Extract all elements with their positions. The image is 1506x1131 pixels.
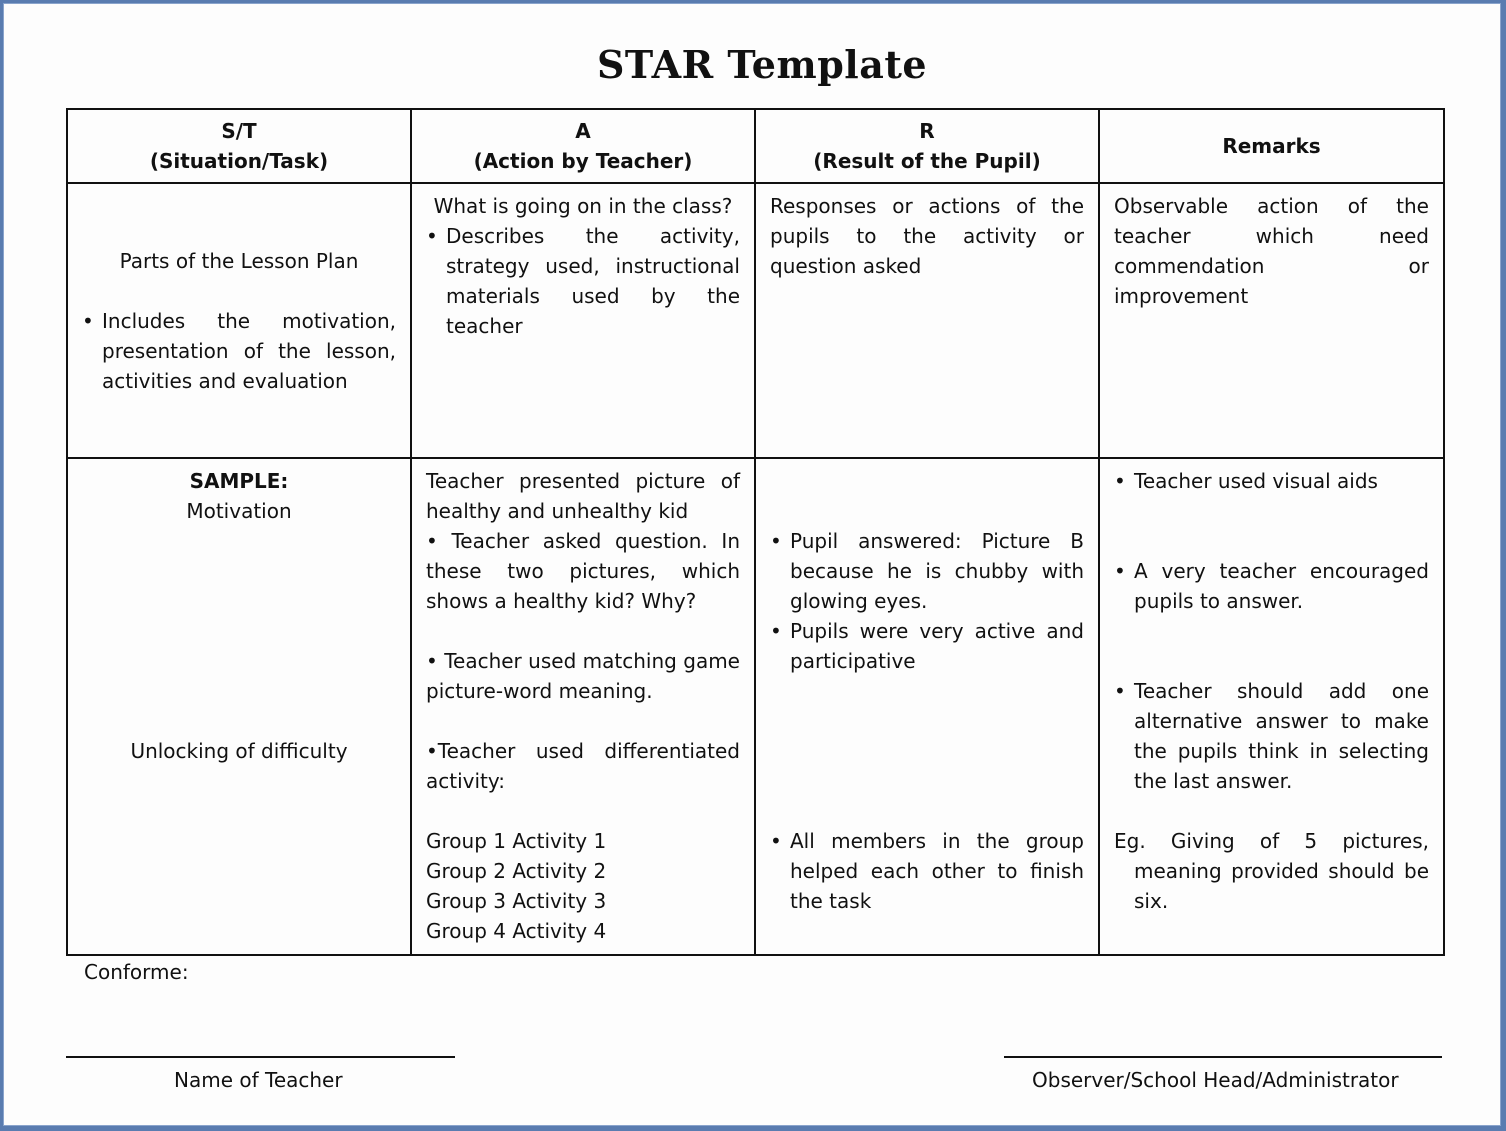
header-a-sub: (Action by Teacher) [473,149,693,173]
st-title: Parts of the Lesson Plan [119,249,359,273]
r-bullets-2 [770,826,1084,916]
r-text: Responses or actions of the pupils to the activity or question asked [770,194,1084,278]
a-intro: Teacher presented picture of healthy and unhealthy kid [426,469,740,523]
remarks-bullets [1114,466,1429,796]
header-a-code: A [575,119,591,143]
table-row-sample [67,458,1444,955]
remarks-text: Observable action of the teacher which need commendation or improvement [1114,194,1429,308]
header-st-code: S/T [221,119,257,143]
cell-st-sample [67,458,411,955]
motivation-label: Motivation [186,499,292,523]
cell-remarks-guide [1099,183,1444,458]
cell-a-guide [411,183,755,458]
star-table [66,108,1445,956]
list-item: Group 3 Activity 3 [426,889,607,913]
conforme-label: Conforme: [84,960,189,984]
cell-remarks-sample [1099,458,1444,955]
teacher-name-label: Name of Teacher [174,1068,343,1092]
list-item: • Pupils were very active and participative [770,616,1084,676]
a-matching: • Teacher used matching game picture-word meaning. [426,649,740,703]
header-remarks-label: Remarks [1222,134,1321,158]
page-title: STAR Template [596,42,928,87]
list-item: Group 2 Activity 2 [426,859,607,883]
a-question: • Teacher asked question. In these two pictures, which shows a healthy kid? Why? [426,529,740,613]
header-remarks [1099,109,1444,183]
teacher-signature-line [66,1056,455,1058]
header-a [411,109,755,183]
header-row [67,109,1444,183]
header-r-sub: (Result of the Pupil) [813,149,1041,173]
a-title: What is going on in the class? [433,194,733,218]
header-st-sub: (Situation/Task) [149,149,329,173]
group-list [426,826,740,946]
list-item: • Describes the activity, strategy used, instructional materials used by the teacher [426,221,740,341]
cell-st-guide [67,183,411,458]
list-item: • Includes the motivation, presentation of the lesson, activities and evaluation [82,306,396,396]
list-item: • A very teacher encouraged pupils to answer. [1114,556,1429,616]
remarks-example: Eg. Giving of 5 pictures, meaning provided should be six. [1114,829,1429,913]
a-bullets [426,221,740,341]
document-page [3,3,1501,1126]
header-r-code: R [919,119,935,143]
st-bullets [82,306,396,396]
unlocking-label: Unlocking of difficulty [130,739,348,763]
observer-signature-line [1004,1056,1442,1058]
list-item: • Pupil answered: Picture B because he is chubby with glowing eyes. [770,526,1084,616]
list-item: • Teacher should add one alternative answer to make the pupils think in selecting the last answer. [1114,676,1429,796]
list-item: Group 4 Activity 4 [426,919,607,943]
cell-a-sample [411,458,755,955]
cell-r-sample [755,458,1099,955]
list-item: • Teacher used visual aids [1114,466,1429,496]
list-item: Group 1 Activity 1 [426,829,607,853]
sample-label: SAMPLE: [189,469,289,493]
observer-label: Observer/School Head/Administrator [1032,1068,1399,1092]
list-item: • All members in the group helped each other to finish the task [770,826,1084,916]
header-st [67,109,411,183]
header-r [755,109,1099,183]
cell-r-guide [755,183,1099,458]
table-row-guide [67,183,1444,458]
r-bullets [770,526,1084,676]
a-differentiated: •Teacher used differentiated activity: [426,739,740,793]
